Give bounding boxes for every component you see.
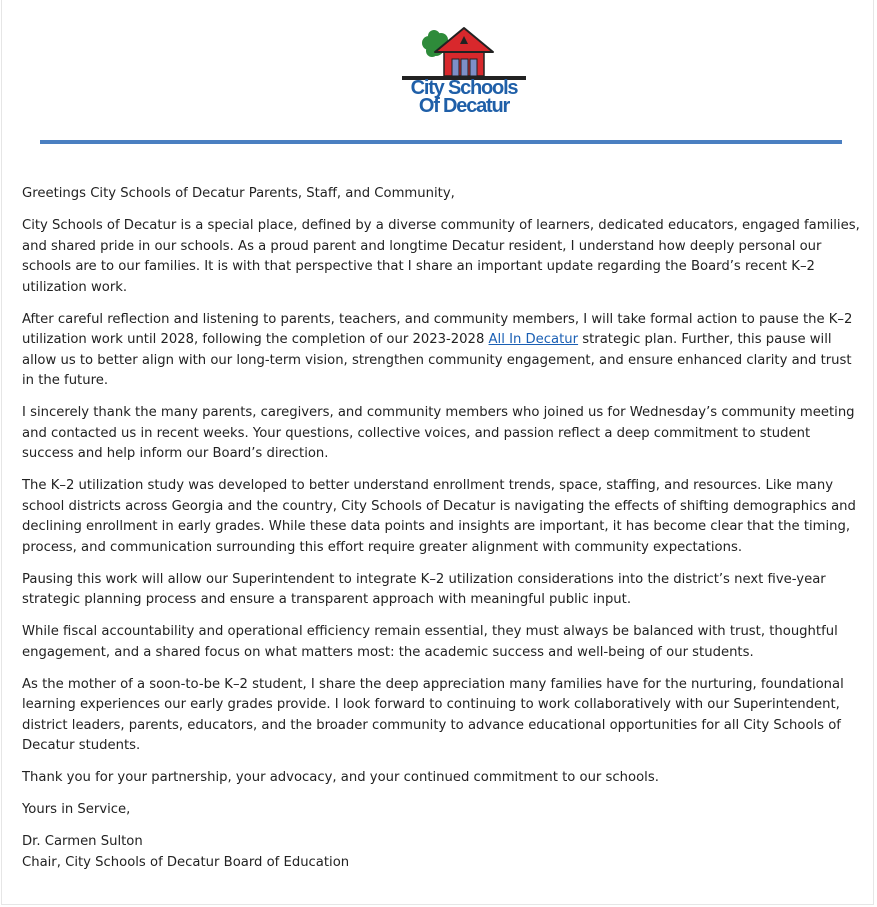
paragraph-5: Pausing this work will allow our Superintendent to integrate K–2 utilization considerations into the district’s next five-year strategic planning process and ensure a transparent approach with meaningful public input.: [22, 571, 826, 607]
logo-text-line2: Of Decatur: [418, 95, 510, 117]
logo-text-line1: City Schools: [410, 77, 518, 99]
signature-title: Chair, City Schools of Decatur Board of Education: [22, 854, 350, 870]
paragraph-6: While fiscal accountability and operational efficiency remain essential, they must always be balanced with trust, thoughtful engagement, and a shared focus on what matters most: the academic success and well-being of our students.: [22, 624, 838, 660]
paragraph-8: Thank you for your partnership, your advocacy, and your continued commitment to our schools.: [22, 770, 659, 785]
closing: Yours in Service,: [22, 802, 131, 817]
paragraph-2-text-after: strategic plan. Further, this pause will allow us to better align with our long-term vision, strengthen community engagement, and ensure enhanced clarity and trust in the future.: [22, 332, 852, 388]
signature-name: Dr. Carmen Sulton: [22, 834, 143, 849]
paragraph-4: The K–2 utilization study was developed to better understand enrollment trends, space, staffing, and resources. Like many school districts across Georgia and the country, City Schools of Decatur is navigating the effects of shifting demographics and declining enrollment in early grades. While these data points and insights are important, it has become clear that the timing, process, and communication surrounding this effort require greater alignment with community expectations.: [22, 478, 856, 555]
email-body: [1, 0, 874, 905]
header-divider: [40, 140, 842, 144]
paragraph-2-text-before: After careful reflection and listening to parents, teachers, and community members, I will take formal action to pause the K–2 utilization work until 2028, following the completion of our 2023-2028: [22, 311, 853, 347]
paragraph-1: City Schools of Decatur is a special place, defined by a diverse community of learners, dedicated educators, engaged families, and shared pride in our schools. As a proud parent and longtime Decatur resident, I understand how deeply personal our schools are to our families. It is with that perspective that I share an important update regarding the Board’s recent K–2 utilization work.: [22, 218, 860, 295]
district-logo: [398, 26, 530, 122]
paragraph-7: As the mother of a soon-to-be K–2 student, I share the deep appreciation many families have for the nurturing, foundational learning experiences our early grades provide. I look forward to continuing to work collaboratively with our Superintendent, district leaders, parents, educators, and the broader community to advance educational opportunities for all City Schools of Decatur students.: [22, 676, 844, 753]
all-in-decatur-link[interactable]: All In Decatur: [488, 332, 579, 347]
schoolhouse-icon: [398, 26, 530, 82]
paragraph-3: I sincerely thank the many parents, caregivers, and community members who joined us for Wednesday’s community meeting and contacted us in recent weeks. Your questions, collective voices, and passion reflect a deep commitment to student success and help inform our Board’s direction.: [22, 405, 855, 461]
paragraph-2: [22, 310, 862, 392]
letter-body: [22, 184, 862, 873]
greeting: Greetings City Schools of Decatur Parents, Staff, and Community,: [22, 186, 455, 201]
